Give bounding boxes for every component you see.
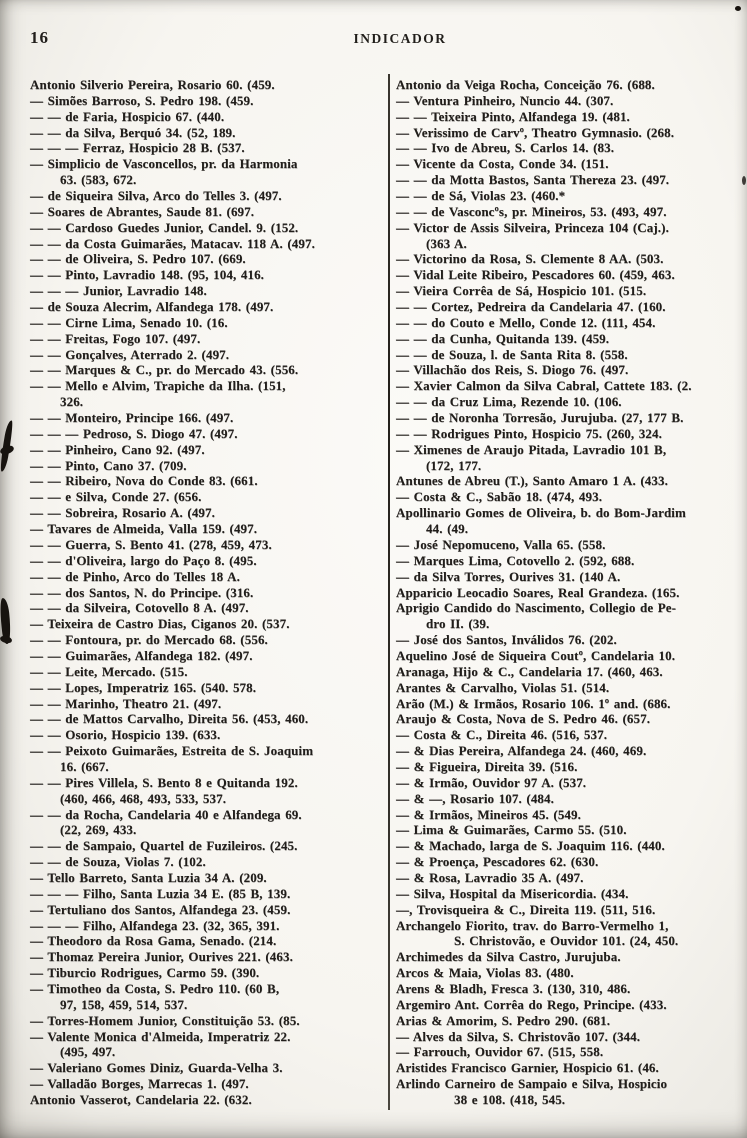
- directory-entry-line: — — do Couto e Mello, Conde 12. (111, 454.: [396, 314, 656, 330]
- directory-entry-line: (495, 497.: [60, 1044, 116, 1060]
- directory-entry-line: Arias & Amorim, S. Pedro 290. (681.: [396, 1012, 611, 1028]
- directory-entry-line: — — Marinho, Theatro 21. (497.: [30, 695, 222, 711]
- directory-entry-line: — & Irmãos, Mineiros 45. (549.: [396, 806, 581, 822]
- directory-entry-line: — — Fontoura, pr. do Mercado 68. (556.: [30, 632, 268, 648]
- directory-entry-line: — Valladão Borges, Marrecas 1. (497.: [30, 1076, 249, 1092]
- directory-entry-line: — — Marques & C., pr. do Mercado 43. (556.: [30, 362, 299, 378]
- directory-entry-line: — Alves da Silva, S. Christovão 107. (344.: [396, 1028, 641, 1044]
- directory-entry-line: — Silva, Hospital da Misericordia. (434.: [396, 885, 629, 901]
- directory-entry-line: — Vicente da Costa, Conde 34. (151.: [396, 156, 609, 172]
- directory-entry-line: — Ventura Pinheiro, Nuncio 44. (307.: [396, 92, 614, 108]
- margin-ink-smudge: [0, 635, 13, 645]
- directory-entry-line: — da Silva Torres, Ourives 31. (140 A.: [396, 568, 621, 584]
- directory-entry-line: Archangelo Fiorito, trav. do Barro-Vermelho 1,: [396, 917, 669, 933]
- directory-entry-line: (460, 466, 468, 493, 533, 537.: [60, 790, 227, 806]
- directory-entry-line: — — Cortez, Pedreira da Candelaria 47. (160.: [396, 299, 666, 315]
- directory-entry-line: — — — Filho, Alfandega 23. (32, 365, 391.: [30, 917, 280, 933]
- directory-entry-line: — Soares de Abrantes, Saude 81. (697.: [30, 203, 255, 219]
- directory-entry-line: — & Machado, larga de S. Joaquim 116. (440.: [396, 838, 665, 854]
- directory-entry-line: Arão (M.) & Irmãos, Rosario 106. 1º and. (686.: [396, 695, 671, 711]
- directory-entry-line: — — de Mattos Carvalho, Direita 56. (453, 460.: [30, 711, 309, 727]
- directory-entry-line: — & Irmão, Ouvidor 97 A. (537.: [396, 774, 587, 790]
- directory-entry-line: — Torres-Homem Junior, Constituição 53. (85.: [30, 1012, 300, 1028]
- directory-entry-line: — & Proença, Pescadores 62. (630.: [396, 854, 599, 870]
- directory-entry-line: — — Teixeira Pinto, Alfandega 19. (481.: [396, 108, 630, 124]
- directory-entry-line: — Tello Barreto, Santa Luzia 34 A. (209.: [30, 869, 267, 885]
- margin-ink-smudge: [0, 598, 12, 645]
- directory-entry-line: — de Siqueira Silva, Arco do Telles 3. (497.: [30, 188, 282, 204]
- directory-entry-line: Arcos & Maia, Violas 83. (480.: [396, 965, 574, 981]
- directory-entry-line: — — da Motta Bastos, Santa Thereza 23. (497.: [396, 172, 670, 188]
- directory-entry-line: — — Gonçalves, Aterrado 2. (497.: [30, 346, 230, 362]
- directory-entry-line: — — Osorio, Hospicio 139. (633.: [30, 727, 221, 743]
- directory-entry-line: — — — Ferraz, Hospicio 28 B. (537.: [30, 140, 245, 156]
- directory-entry-line: Arens & Bladh, Fresca 3. (130, 310, 486.: [396, 980, 631, 996]
- directory-entry-line: Archimedes da Silva Castro, Jurujuba.: [396, 949, 621, 965]
- directory-entry-line: — Verissimo de Carvº, Theatro Gymnasio. (268.: [396, 124, 675, 140]
- running-head: [0, 28, 747, 52]
- directory-entry-line: — Xavier Calmon da Silva Cabral, Cattete 183. (2.: [396, 378, 692, 394]
- directory-entry-line: — — dos Santos, N. do Principe. (316.: [30, 584, 254, 600]
- directory-entry-line: — José Nepomuceno, Valla 65. (558.: [396, 536, 606, 552]
- directory-entry-line: — — da Silveira, Cotovello 8 A. (497.: [30, 600, 249, 616]
- directory-entry-line: Aranaga, Hijo & C., Candelaria 17. (460, 463.: [396, 663, 663, 679]
- directory-entry-line: — Victor de Assis Silveira, Princeza 104 (Caj.).: [396, 219, 669, 235]
- directory-entry-line: — Simplicio de Vasconcellos, pr. da Harmonia: [30, 156, 298, 172]
- directory-entry-line: Antonio Silverio Pereira, Rosario 60. (459.: [30, 77, 275, 92]
- directory-entry-line: 16. (667.: [60, 758, 109, 774]
- directory-entry-line: — Costa & C., Direita 46. (516, 537.: [396, 727, 608, 743]
- directory-entry-line: Apparicio Leocadio Soares, Real Grandeza. (165.: [396, 584, 680, 600]
- directory-entry-line: — Villachão dos Reis, S. Diogo 76. (497.: [396, 362, 629, 378]
- directory-entry-line: dro II. (39.: [426, 616, 490, 632]
- directory-entry-line: — — Sobreira, Rosario A. (497.: [30, 505, 215, 521]
- directory-entry-line: — de Souza Alecrim, Alfandega 178. (497.: [30, 299, 274, 315]
- directory-entry-line: — Teixeira de Castro Dias, Ciganos 20. (537.: [30, 616, 290, 632]
- directory-entry-line: — — de Sá, Violas 23. (460.*: [396, 188, 566, 204]
- right-column: [396, 77, 744, 1108]
- directory-entry-line: Aprigio Candido do Nascimento, Collegio de Pe-: [396, 600, 677, 616]
- directory-entry-line: — — Cardoso Guedes Junior, Candel. 9. (152.: [30, 219, 299, 235]
- directory-entry-line: Antonio Vasserot, Candelaria 22. (632.: [30, 1092, 252, 1107]
- directory-entry-line: — Vieira Corrêa de Sá, Hospicio 101. (515.: [396, 283, 647, 299]
- directory-entry-line: — — da Cruz Lima, Rezende 10. (106.: [396, 394, 622, 410]
- page-number: 16: [30, 28, 49, 47]
- directory-entry-line: S. Christovão, e Ouvidor 101. (24, 450.: [454, 933, 679, 949]
- directory-entry-line: — Tavares de Almeida, Valla 159. (497.: [30, 521, 258, 537]
- directory-entry-line: — — Freitas, Fogo 107. (497.: [30, 330, 201, 346]
- margin-ink-smudge: [0, 420, 14, 472]
- directory-entry-line: (363 A.: [426, 235, 467, 251]
- directory-entry-line: — Valente Monica d'Almeida, Imperatriz 22.: [30, 1028, 291, 1044]
- directory-entry-line: Araujo & Costa, Nova de S. Pedro 46. (657.: [396, 711, 651, 727]
- directory-entry-line: — — da Silva, Berquó 34. (52, 189.: [30, 124, 236, 140]
- directory-entry-line: — — de Oliveira, S. Pedro 107. (669.: [30, 251, 246, 267]
- directory-entry-line: Aristides Francisco Garnier, Hospicio 61. (46.: [396, 1060, 659, 1076]
- directory-entry-line: — — de Pinho, Arco do Telles 18 A.: [30, 568, 240, 584]
- directory-entry-line: Argemiro Ant. Corrêa do Rego, Principe. (433.: [396, 996, 667, 1012]
- directory-entry-line: — — Lopes, Imperatriz 165. (540. 578.: [30, 679, 257, 695]
- margin-ink-smudge: [0, 444, 15, 456]
- directory-entry-line: — — da Rocha, Candelaria 40 e Alfandega 69.: [30, 806, 302, 822]
- directory-entry-line: — — Pinheiro, Cano 92. (497.: [30, 441, 205, 457]
- directory-entry-line: 38 e 108. (418, 545.: [454, 1092, 566, 1107]
- directory-entry-line: — Theodoro da Rosa Gama, Senado. (214.: [30, 933, 277, 949]
- directory-entry-line: — — d'Oliveira, largo do Paço 8. (495.: [30, 552, 257, 568]
- directory-entry-line: — — Pinto, Cano 37. (709.: [30, 457, 187, 473]
- directory-entry-line: — & Figueira, Direita 39. (516.: [396, 758, 578, 774]
- directory-entry-line: Antunes de Abreu (T.), Santo Amaro 1 A. (433.: [396, 473, 668, 489]
- directory-entry-line: — — Cirne Lima, Senado 10. (16.: [30, 314, 228, 330]
- directory-entry-line: Arlindo Carneiro de Sampaio e Silva, Hospicio: [396, 1076, 668, 1092]
- directory-entry-line: — — Ribeiro, Nova do Conde 83. (661.: [30, 473, 258, 489]
- left-column: [30, 77, 382, 1108]
- directory-entry-line: 326.: [60, 394, 84, 410]
- directory-entry-line: —, Trovisqueira & C., Direita 119. (511, 516.: [396, 901, 656, 917]
- directory-entry-line: — — de Sampaio, Quartel de Fuzileiros. (245.: [30, 838, 298, 854]
- directory-entry-line: — — Guimarães, Alfandega 182. (497.: [30, 647, 253, 663]
- directory-entry-line: (22, 269, 433.: [60, 822, 137, 838]
- directory-entry-line: — — de Vasconcºs, pr. Mineiros, 53. (493, 497.: [396, 203, 667, 219]
- directory-entry-line: — — Ivo de Abreu, S. Carlos 14. (83.: [396, 140, 615, 156]
- directory-entry-line: — Victorino da Rosa, S. Clemente 8 AA. (503.: [396, 251, 664, 267]
- directory-entry-line: — Tertuliano dos Santos, Alfandega 23. (459.: [30, 901, 291, 917]
- directory-entry-line: — Marques Lima, Cotovello 2. (592, 688.: [396, 552, 635, 568]
- directory-entry-line: — — de Faria, Hospicio 67. (440.: [30, 108, 225, 124]
- directory-entry-line: — Tiburcio Rodrigues, Carmo 59. (390.: [30, 965, 260, 981]
- directory-entry-line: (172, 177.: [426, 457, 482, 473]
- directory-entry-line: Aquelino José de Siqueira Coutº, Candelaria 10.: [396, 647, 676, 663]
- directory-entry-line: — — Mello e Alvim, Trapiche da Ilha. (151,: [30, 378, 286, 394]
- directory-entry-line: — — — Junior, Lavradio 148.: [30, 283, 207, 299]
- directory-entry-line: — — de Noronha Torresão, Jurujuba. (27, 177 B.: [396, 410, 684, 426]
- directory-entry-line: — — Pinto, Lavradio 148. (95, 104, 416.: [30, 267, 265, 283]
- directory-entry-line: — — Peixoto Guimarães, Estreita de S. Joaquim: [30, 743, 314, 759]
- directory-entry-line: — Simões Barroso, S. Pedro 198. (459.: [30, 92, 254, 108]
- directory-entry-line: — — Guerra, S. Bento 41. (278, 459, 473.: [30, 536, 272, 552]
- directory-entry-line: — Lima & Guimarães, Carmo 55. (510.: [396, 822, 627, 838]
- directory-entry-line: — Ximenes de Araujo Pitada, Lavradio 101 B,: [396, 441, 667, 457]
- directory-entry-line: Apollinario Gomes de Oliveira, b. do Bom-Jardim: [396, 505, 686, 521]
- column-divider-rule: [388, 74, 390, 1110]
- directory-entry-line: — Farrouch, Ouvidor 67. (515, 558.: [396, 1044, 604, 1060]
- directory-entry-line: — — e Silva, Conde 27. (656.: [30, 489, 202, 505]
- directory-entry-line: — — da Costa Guimarães, Matacav. 118 A. (497.: [30, 235, 315, 251]
- directory-entry-line: Arantes & Carvalho, Violas 51. (514.: [396, 679, 610, 695]
- directory-entry-line: — Vidal Leite Ribeiro, Pescadores 60. (459, 463.: [396, 267, 675, 283]
- directory-entry-line: — — Leite, Mercado. (515.: [30, 663, 188, 679]
- directory-entry-line: — Costa & C., Sabão 18. (474, 493.: [396, 489, 603, 505]
- directory-entry-line: — Valeriano Gomes Diniz, Guarda-Velha 3.: [30, 1060, 283, 1076]
- directory-entry-line: — — Pires Villela, S. Bento 8 e Quitanda 192.: [30, 774, 298, 790]
- directory-entry-line: — — de Souza, l. de Santa Rita 8. (558.: [396, 346, 628, 362]
- directory-entry-line: — — de Souza, Violas 7. (102.: [30, 854, 206, 870]
- directory-entry-line: — Timotheo da Costa, S. Pedro 110. (60 B,: [30, 980, 280, 996]
- directory-entry-line: Antonio da Veiga Rocha, Conceição 76. (688.: [396, 77, 655, 92]
- directory-entry-line: — — Rodrigues Pinto, Hospicio 75. (260, 324.: [396, 425, 662, 441]
- corner-ink-dot: [735, 6, 741, 11]
- directory-entry-line: — José dos Santos, Inválidos 76. (202.: [396, 632, 617, 648]
- directory-entry-line: 44. (49.: [426, 521, 469, 537]
- directory-entry-line: — — Monteiro, Principe 166. (497.: [30, 410, 234, 426]
- directory-entry-line: — — da Cunha, Quitanda 139. (459.: [396, 330, 610, 346]
- directory-entry-line: 63. (583, 672.: [60, 172, 137, 188]
- directory-entry-line: — — — Filho, Santa Luzia 34 E. (85 B, 139.: [30, 885, 291, 901]
- directory-entry-line: — — — Pedroso, S. Diogo 47. (497.: [30, 425, 238, 441]
- directory-entry-line: — & Rosa, Lavradio 35 A. (497.: [396, 869, 584, 885]
- directory-entry-line: — & Dias Pereira, Alfandega 24. (460, 469.: [396, 743, 647, 759]
- directory-entry-line: — Thomaz Pereira Junior, Ourives 221. (463.: [30, 949, 293, 965]
- directory-entry-line: — & —, Rosario 107. (484.: [396, 790, 554, 806]
- directory-entry-line: 97, 158, 459, 514, 537.: [60, 996, 188, 1012]
- page-title: INDICADOR: [353, 31, 447, 46]
